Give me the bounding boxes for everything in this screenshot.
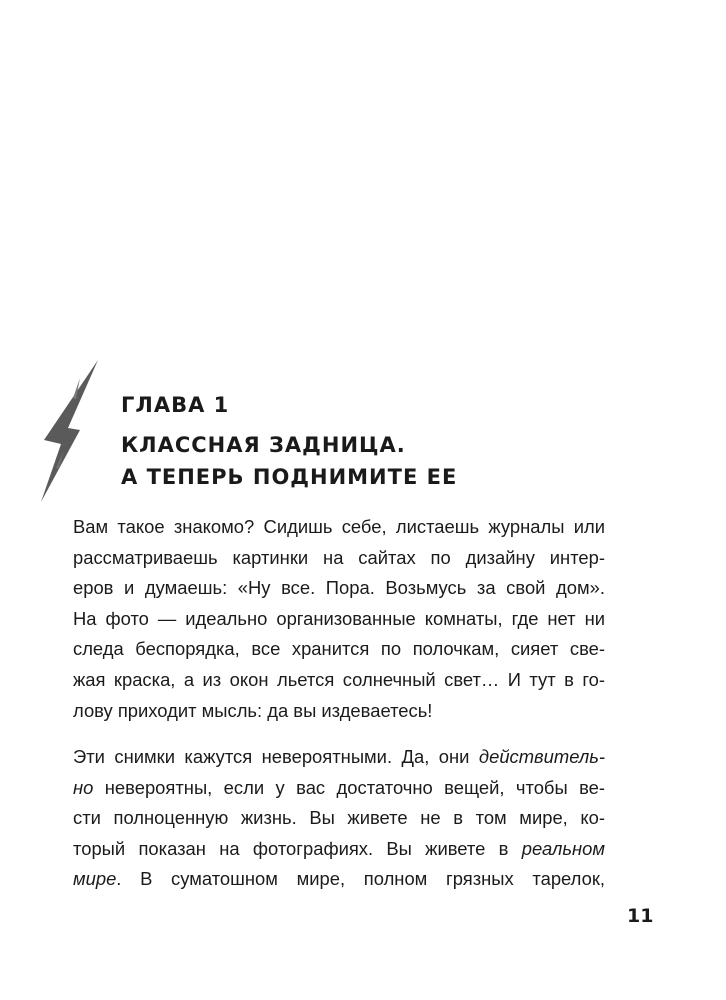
text-line: жая краска, а из окон льется солнечный свет… И тут в го- <box>73 668 605 690</box>
chapter-title <box>121 429 457 493</box>
body-paragraph <box>73 742 605 895</box>
text-line: сти полноценную жизнь. Вы живете не в том мире, ко- <box>73 807 605 829</box>
text-run: Эти снимки кажутся невероятными. Да, они <box>73 746 479 767</box>
text-line: лову приходит мысль: да вы издеваетесь! <box>73 699 433 721</box>
text-line: На фото — идеально организованные комнаты, где нет ни <box>73 607 605 629</box>
emphasis-text: но <box>73 776 94 798</box>
body-paragraph <box>73 512 605 726</box>
emphasis-text: реальном <box>521 837 605 859</box>
text-line: следа беспорядка, все хранится по полочкам, сияет све- <box>73 638 605 660</box>
lightning-bolt-icon <box>40 358 104 504</box>
text-line <box>73 834 605 865</box>
text-line <box>73 864 605 895</box>
text-line <box>73 773 605 804</box>
text-run: невероятны, если у вас достаточно вещей, чтобы ве- <box>93 776 605 798</box>
text-run: . В суматошном мире, полном грязных тарелок, <box>116 868 605 890</box>
chapter-label: ГЛАВА 1 <box>121 393 230 417</box>
emphasis-text: действитель- <box>478 746 605 767</box>
text-line: еров и думаешь: «Ну все. Пора. Возьмусь за свой дом». <box>73 577 605 599</box>
emphasis-text: мире <box>73 868 117 890</box>
chapter-title-line: КЛАССНАЯ ЗАДНИЦА. <box>121 433 406 457</box>
chapter-title-line: А ТЕПЕРЬ ПОДНИМИТЕ ЕЕ <box>121 465 458 489</box>
page-number: 11 <box>627 905 654 927</box>
text-line: Вам такое знакомо? Сидишь себе, листаешь журналы или <box>73 516 605 537</box>
text-line <box>73 742 605 773</box>
text-line: рассматриваешь картинки на сайтах по дизайну интер- <box>73 546 605 568</box>
text-run: торый показан на фотографиях. Вы живете в <box>73 837 522 859</box>
